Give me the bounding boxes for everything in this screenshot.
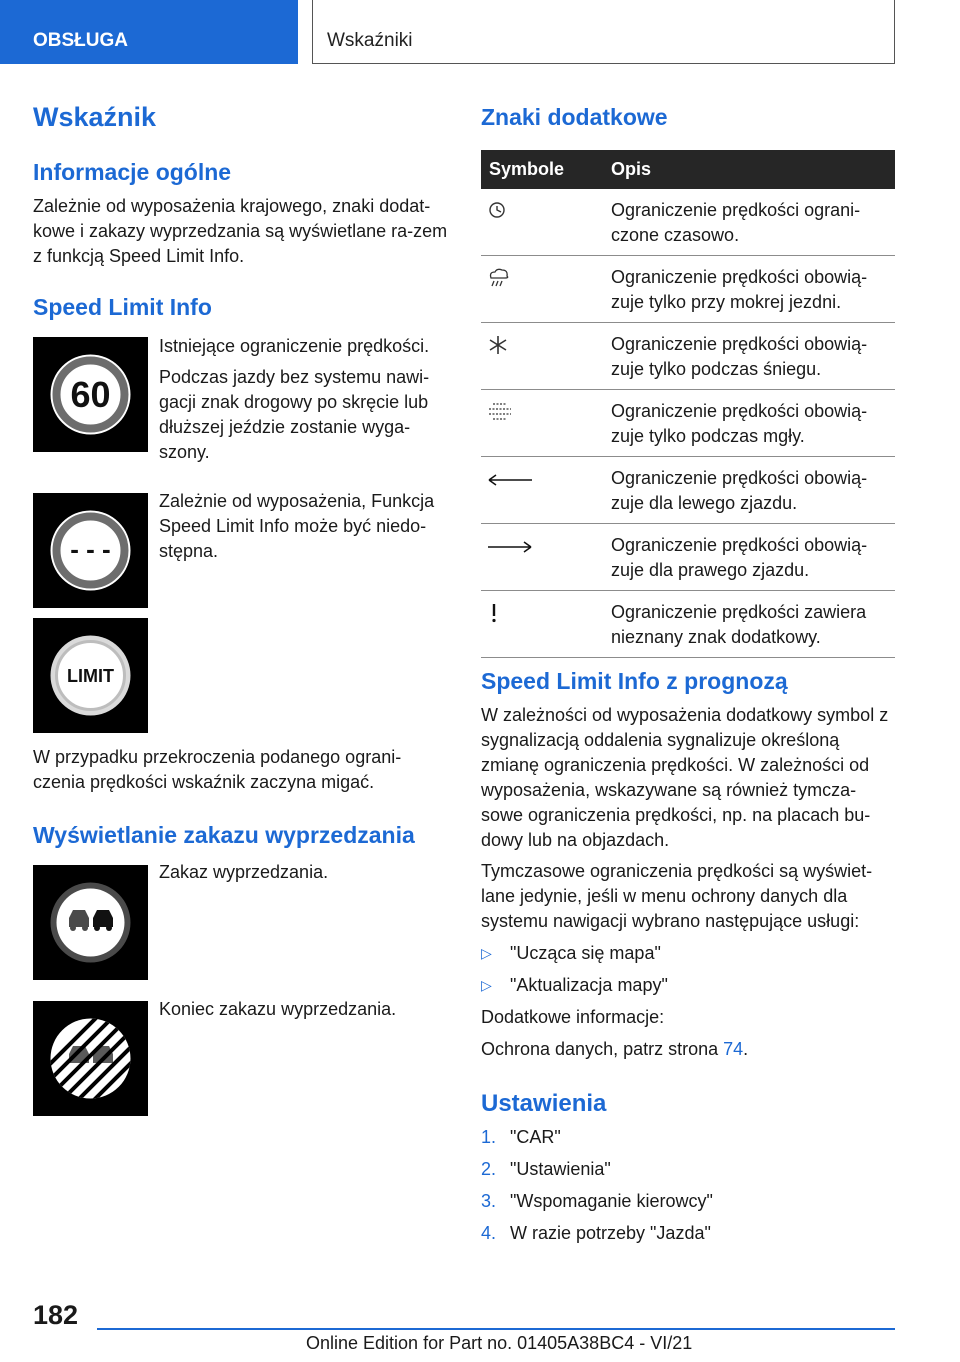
heading-settings: Ustawienia <box>481 1090 607 1117</box>
page-link[interactable]: 74 <box>723 1039 744 1059</box>
arrow-left-icon <box>487 473 533 487</box>
table-row <box>481 189 895 256</box>
list-item: ▷ "Aktualizacja mapy" <box>481 973 895 998</box>
data-protection-ref: Ochrona danych, patrz strona 74. <box>481 1039 749 1059</box>
section-tab[interactable]: OBSŁUGA <box>0 0 298 64</box>
table-row <box>481 524 895 591</box>
general-info-text: Zależnie od wyposażenia krajowego, znaki dodat-kowe i zakazy wyprzedzania są wyświetlane ra-zem z funkcją Speed Limit Info. <box>33 196 448 266</box>
row-desc: Ograniczenie prędkości obowią-zuje tylko podczas śniegu. <box>607 323 895 390</box>
heading-general-info: Informacje ogólne <box>33 159 232 185</box>
end-no-overtaking-text: Koniec zakazu wyprzedzania. <box>159 999 397 1019</box>
services-list <box>481 941 895 998</box>
table-row <box>481 323 895 390</box>
row-desc: Ograniczenie prędkości obowią-zuje tylko przy mokrej jezdni. <box>607 256 895 323</box>
additional-signs-table <box>481 150 895 658</box>
table-row <box>481 457 895 524</box>
no-overtaking-text: Zakaz wyprzedzania. <box>159 862 329 882</box>
forecast-text-1: W zależności od wyposażenia dodatkowy symbol z sygnalizacją oddalenia sygnalizuje określoną zmianę ograniczenia prędkości. W zależności od wyposażenia, wskazywane są również tymcza-sowe ograniczenia prędkości, np. na placach bu-dowy lub na objazdach. <box>481 705 889 850</box>
edition-text: Online Edition for Part no. 01405A38BC4 - VI/21 <box>306 1333 693 1353</box>
clock-icon <box>487 201 509 219</box>
speed-limit-exceed-text: W przypadku przekroczenia podanego ograni-czenia prędkości wskaźnik zaczyna migać. <box>33 747 402 792</box>
heading-no-overtaking: Wyświetlanie zakazu wyprzedzania <box>33 822 415 848</box>
limit-sign <box>33 618 148 733</box>
chapter-title: Wskaźniki <box>312 0 895 64</box>
rain-cloud-icon <box>487 268 511 288</box>
fog-icon <box>487 402 513 422</box>
additional-info-label: Dodatkowe informacje: <box>481 1007 665 1027</box>
row-desc: Ograniczenie prędkości obowią-zuje tylko podczas mgły. <box>607 390 895 457</box>
heading-speed-limit-info: Speed Limit Info <box>33 294 212 320</box>
col-description-header: Opis <box>607 150 895 189</box>
row-desc: Ograniczenie prędkości zawiera nieznany znak dodatkowy. <box>607 591 895 658</box>
footer-divider <box>97 1328 895 1330</box>
heading-additional-signs: Znaki dodatkowe <box>481 104 668 130</box>
speed-limit-availability-text: Zależnie od wyposażenia, Funkcja Speed Limit Info może być niedo-stępna. <box>159 491 435 561</box>
forecast-text-2: Tymczasowe ograniczenia prędkości są wyświet-lane jedynie, jeśli w menu ochrony danych dla systemu nawigacji wybrano następujące usługi: <box>481 861 873 931</box>
col-symbols-header: Symbole <box>481 150 607 189</box>
page-number: 182 <box>33 1300 79 1330</box>
sign-60-value: 60 <box>70 374 111 415</box>
snowflake-icon <box>487 335 509 355</box>
list-item: 1. "CAR" <box>481 1127 561 1147</box>
sign-dashes-value: - - - <box>70 534 111 564</box>
row-desc: Ograniczenie prędkości ograni-czone czasowo. <box>607 189 895 256</box>
triangle-bullet-icon: ▷ <box>481 945 492 961</box>
table-row <box>481 390 895 457</box>
speed-limit-current-text: Istniejące ograniczenie prędkości. <box>159 336 430 356</box>
list-item: 3. "Wspomaganie kierowcy" <box>481 1191 713 1211</box>
triangle-bullet-icon: ▷ <box>481 977 492 993</box>
speed-limit-unknown-sign <box>33 493 148 608</box>
row-desc: Ograniczenie prędkości obowią-zuje dla prawego zjazdu. <box>607 524 895 591</box>
exclamation-icon <box>487 603 501 623</box>
list-item: 4. W razie potrzeby "Jazda" <box>481 1223 711 1243</box>
list-item: 2. "Ustawienia" <box>481 1159 611 1179</box>
arrow-right-icon <box>487 540 533 554</box>
settings-steps <box>481 1125 895 1253</box>
table-row <box>481 256 895 323</box>
heading-forecast: Speed Limit Info z prognozą <box>481 668 788 694</box>
page-heading: Wskaźnik <box>33 102 157 132</box>
table-row <box>481 591 895 658</box>
end-no-overtaking-sign <box>33 1001 148 1116</box>
list-item: ▷ "Ucząca się mapa" <box>481 941 895 966</box>
no-overtaking-sign <box>33 865 148 980</box>
speed-limit-60-sign <box>33 337 148 452</box>
sign-limit-value: LIMIT <box>67 666 114 686</box>
speed-limit-nonav-text: Podczas jazdy bez systemu nawi-gacji znak drogowy po skręcie lub dłuższej jeździe zostanie wyga-szony. <box>159 367 430 462</box>
row-desc: Ograniczenie prędkości obowią-zuje dla lewego zjazdu. <box>607 457 895 524</box>
